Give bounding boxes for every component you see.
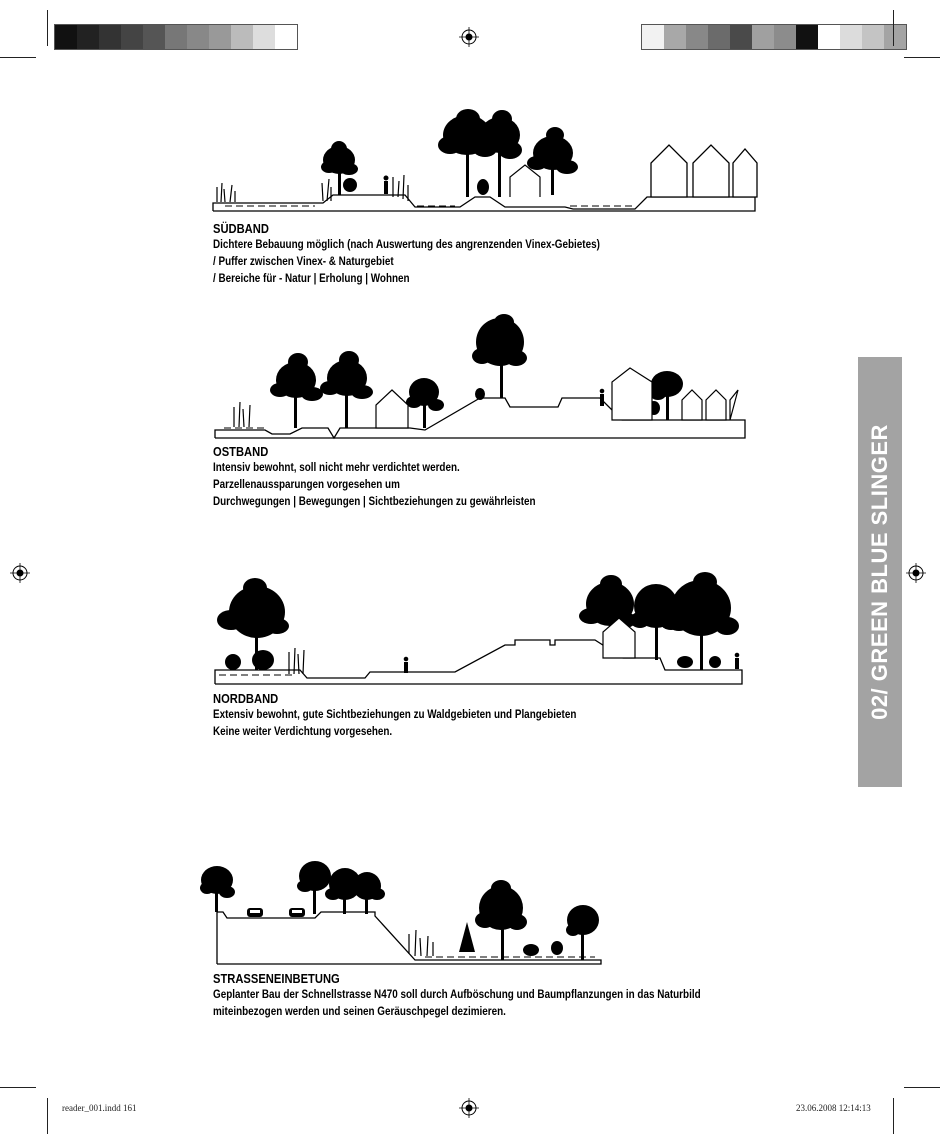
- color-swatch: [642, 25, 664, 49]
- caption-line: / Puffer zwischen Vinex- & Naturgebiet: [213, 256, 394, 268]
- color-swatch: [275, 25, 297, 49]
- slug-date: 23.06.2008 12:14:13: [796, 1103, 871, 1113]
- caption-line: miteinbezogen werden und seinen Geräuschpegel dezimieren.: [213, 1006, 506, 1018]
- color-swatch: [796, 25, 818, 49]
- section-drawing-ostband: [210, 310, 750, 442]
- registration-mark-icon: [459, 1098, 479, 1118]
- slug-file: reader_001.indd 161: [62, 1103, 137, 1113]
- chapter-label: 02/ GREEN BLUE SLINGER: [867, 424, 892, 720]
- color-swatch: [55, 25, 77, 49]
- caption-suedband: [213, 220, 600, 288]
- registration-mark-icon: [906, 563, 926, 583]
- crop-mark: [47, 1098, 48, 1134]
- color-swatch: [77, 25, 99, 49]
- color-swatch: [818, 25, 840, 49]
- color-swatch: [253, 25, 275, 49]
- color-swatch: [774, 25, 796, 49]
- caption-strasseneinbetung: [213, 970, 701, 1021]
- color-swatch: [730, 25, 752, 49]
- caption-ostband: [213, 443, 536, 511]
- registration-mark-icon: [459, 27, 479, 47]
- section-title: SÜDBAND: [213, 221, 269, 236]
- color-swatch: [231, 25, 253, 49]
- crop-mark: [893, 10, 894, 46]
- color-swatch: [752, 25, 774, 49]
- caption-line: Keine weiter Verdichtung vorgesehen.: [213, 726, 393, 738]
- caption-line: Parzellenaussparungen vorgesehen um: [213, 479, 400, 491]
- color-swatch: [664, 25, 686, 49]
- color-swatch: [884, 25, 906, 49]
- caption-line: Durchwegungen | Bewegungen | Sichtbeziehungen zu gewährleisten: [213, 496, 536, 508]
- caption-line: / Bereiche für - Natur | Erholung | Wohnen: [213, 273, 410, 285]
- section-title: NORDBAND: [213, 691, 279, 706]
- color-swatch: [121, 25, 143, 49]
- color-swatch: [686, 25, 708, 49]
- section-drawing-strasseneinbetung: [195, 850, 605, 968]
- crop-mark: [47, 10, 48, 46]
- color-bar-right: [641, 24, 907, 50]
- crop-mark: [904, 57, 940, 58]
- color-bar-left: [54, 24, 298, 50]
- section-drawing-nordband: [205, 570, 750, 688]
- chapter-side-tab: [858, 357, 902, 787]
- color-swatch: [209, 25, 231, 49]
- color-swatch: [708, 25, 730, 49]
- section-title: OSTBAND: [213, 444, 269, 459]
- section-title: STRASSENEINBETUNG: [213, 971, 340, 986]
- color-swatch: [165, 25, 187, 49]
- crop-mark: [0, 1087, 36, 1088]
- registration-mark-icon: [10, 563, 30, 583]
- color-swatch: [143, 25, 165, 49]
- crop-mark: [0, 57, 36, 58]
- crop-mark: [904, 1087, 940, 1088]
- color-swatch: [840, 25, 862, 49]
- color-swatch: [187, 25, 209, 49]
- color-swatch: [862, 25, 884, 49]
- caption-line: Extensiv bewohnt, gute Sichtbeziehungen zu Waldgebieten und Plangebieten: [213, 709, 577, 721]
- caption-line: Dichtere Bebauung möglich (nach Auswertung des angrenzenden Vinex-Gebietes): [213, 239, 600, 251]
- crop-mark: [893, 1098, 894, 1134]
- caption-line: Intensiv bewohnt, soll nicht mehr verdichtet werden.: [213, 462, 460, 474]
- section-drawing-suedband: [205, 105, 765, 217]
- caption-line: Geplanter Bau der Schnellstrasse N470 soll durch Aufböschung und Baumpflanzungen in das Naturbild: [213, 989, 701, 1001]
- caption-nordband: [213, 690, 576, 741]
- color-swatch: [99, 25, 121, 49]
